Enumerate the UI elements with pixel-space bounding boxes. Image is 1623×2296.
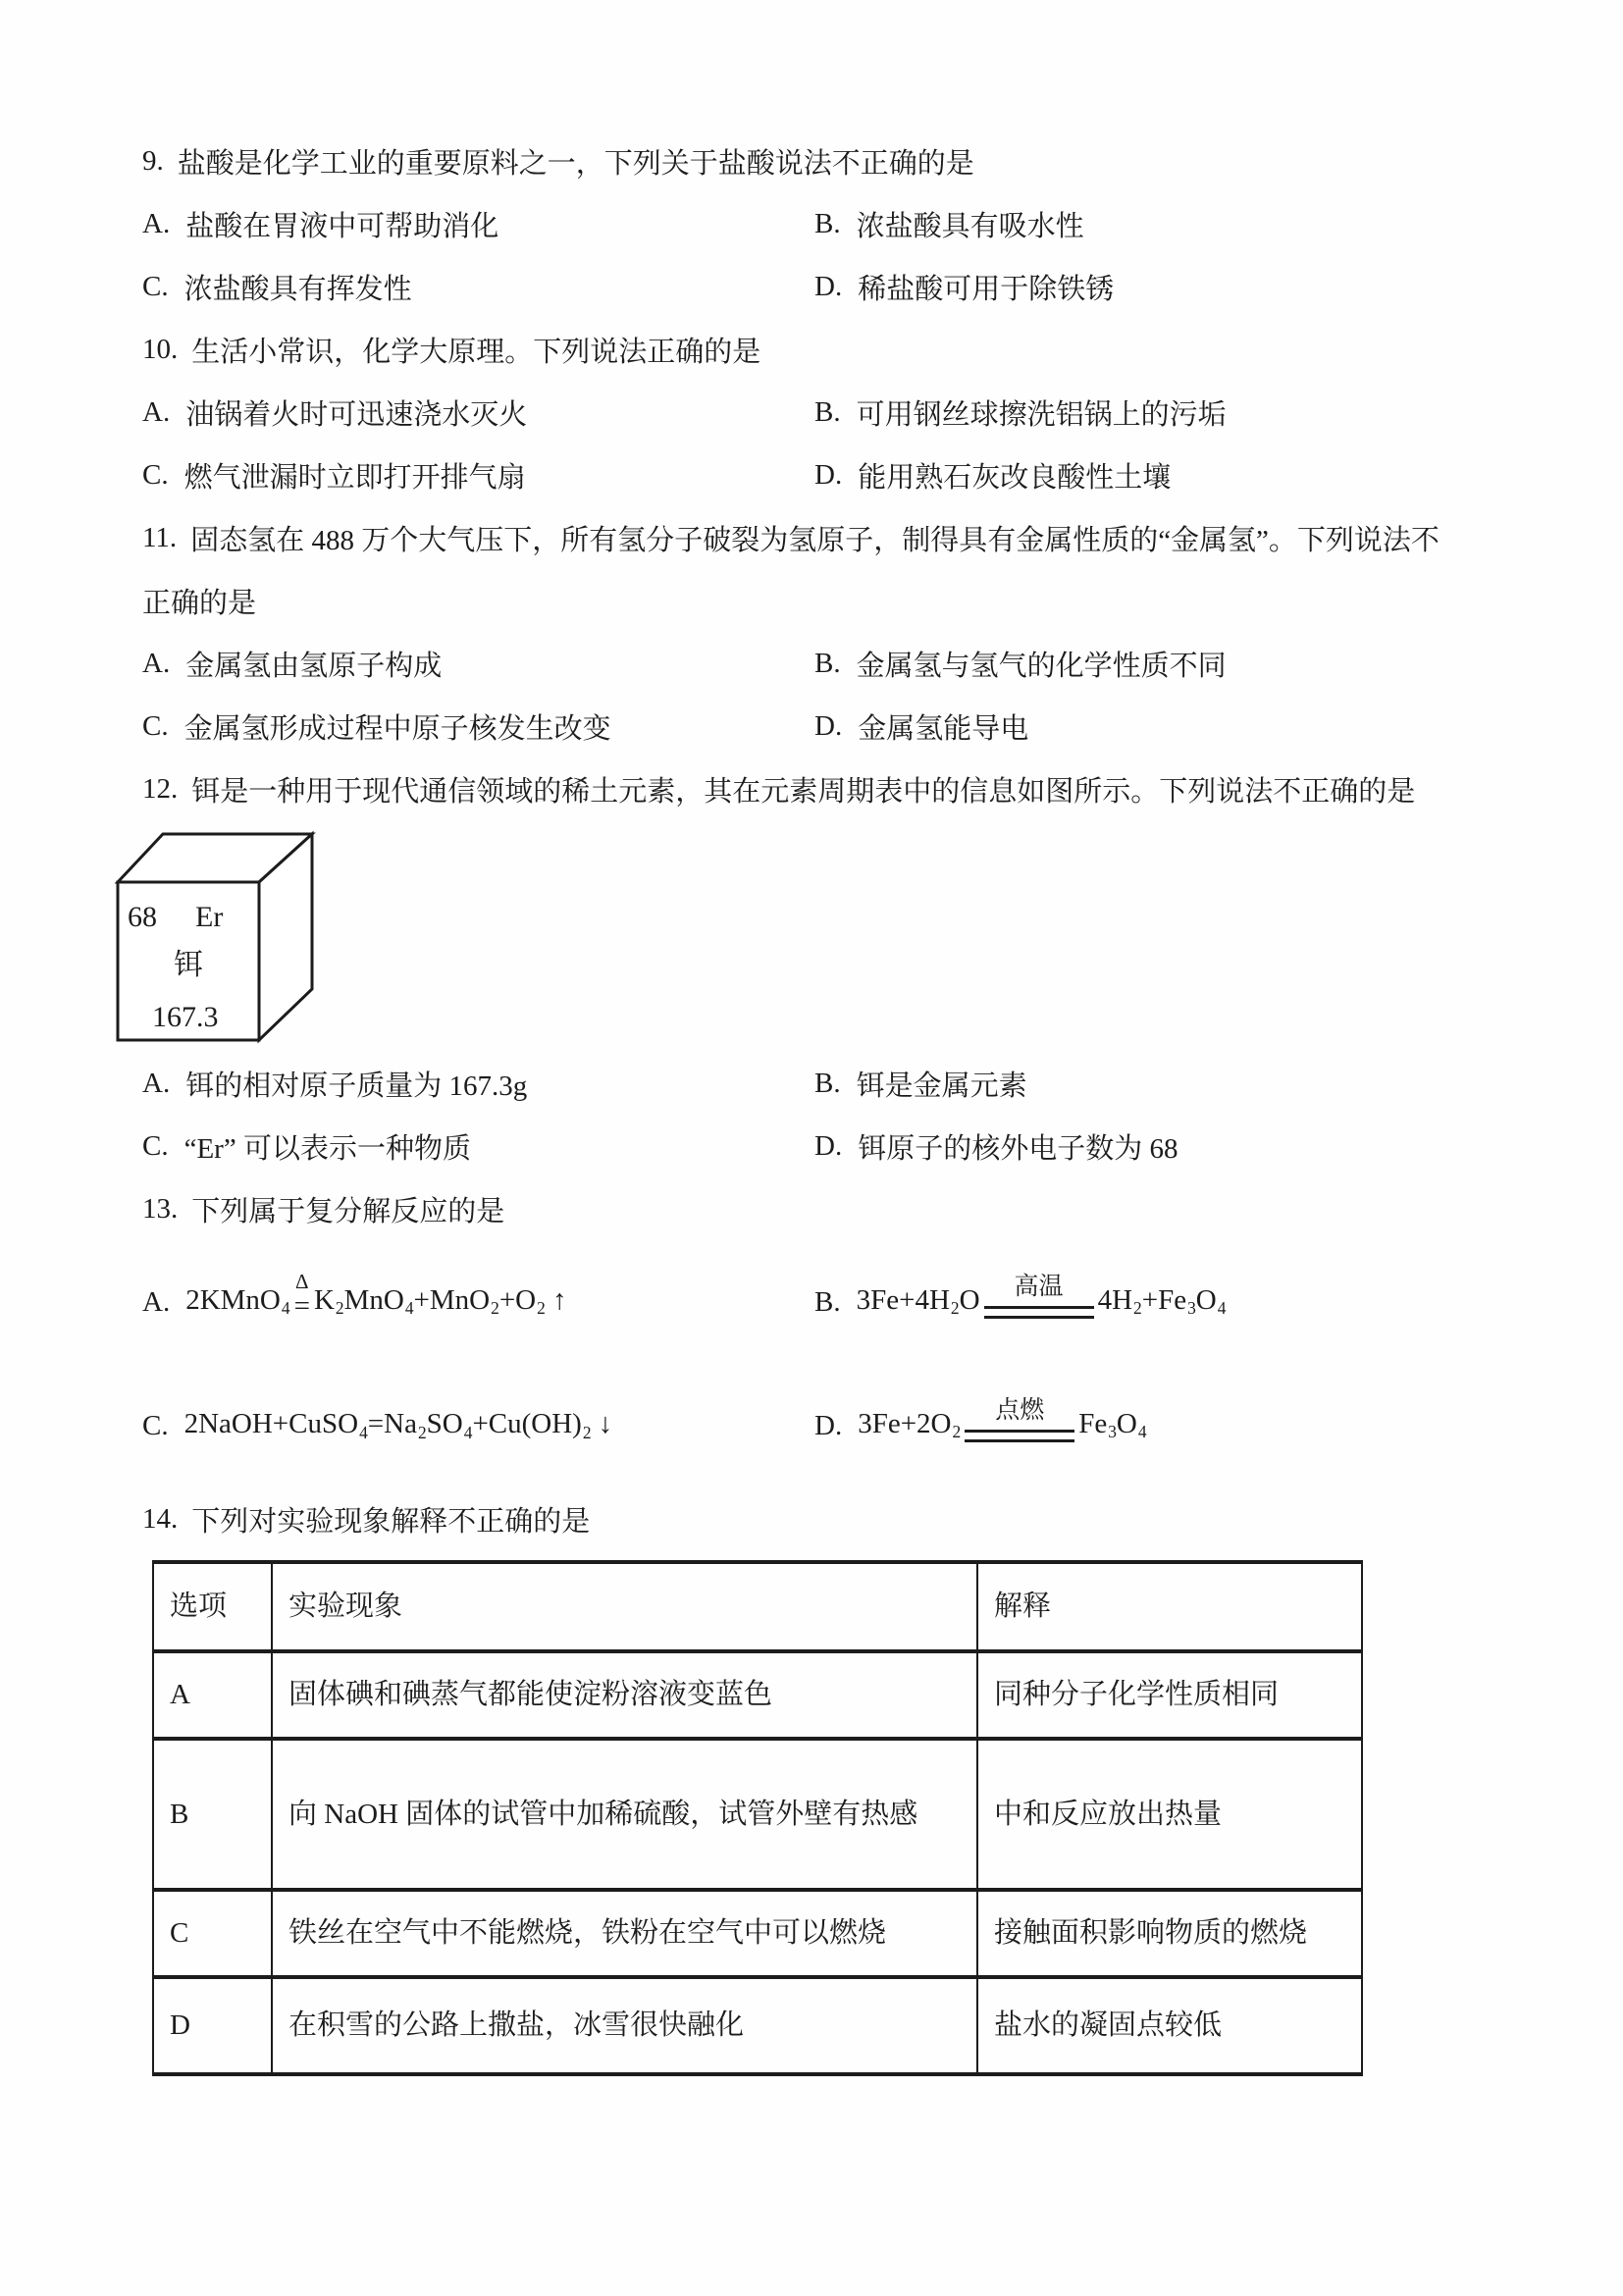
option-letter: D.	[814, 270, 843, 302]
option-letter: D.	[814, 1129, 843, 1162]
question-9-option-c	[142, 267, 814, 307]
table-row	[153, 1651, 1362, 1739]
question-13-equation-c	[142, 1408, 814, 1442]
option-text: 能用熟石灰改良酸性土壤	[858, 461, 1172, 494]
chemical-equation: $2NaOH+CuSO_4=Na_2SO_4+Cu(OH)_2$ ↓	[183, 1408, 613, 1442]
question-12-option-b	[814, 1064, 1027, 1104]
question-12-number: 12.	[142, 772, 179, 805]
question-9-options-row-2	[142, 255, 1526, 318]
table-cell-option: C	[153, 1890, 272, 1977]
reaction-condition: Δ =	[293, 1270, 310, 1322]
question-11-number: 11.	[142, 521, 178, 553]
question-13-number: 13.	[142, 1192, 179, 1225]
question-9-title	[142, 130, 1526, 192]
option-letter: A.	[142, 1285, 171, 1318]
table-header-explanation: 解释	[977, 1562, 1362, 1651]
option-letter: A.	[142, 647, 171, 679]
element-name: 铒	[174, 949, 203, 981]
question-9-option-b	[814, 204, 1084, 244]
question-10-option-a	[142, 392, 814, 433]
table-row	[153, 1977, 1362, 2074]
option-letter: A.	[142, 1067, 171, 1099]
element-periodic-cell-figure	[115, 830, 1526, 1048]
option-text: 油锅着火时可迅速浇水灭火	[185, 398, 528, 431]
option-text: 燃气泄漏时立即打开排气扇	[183, 461, 526, 494]
option-text: 可用钢丝球擦洗铝锅上的污垢	[856, 398, 1227, 431]
option-text: 盐酸在胃液中可帮助消化	[185, 210, 499, 242]
question-13-equations-row-2	[142, 1364, 1526, 1487]
table-cell-phenomenon: 在积雪的公路上撒盐，冰雪很快融化	[272, 1977, 977, 2074]
question-14-number: 14.	[142, 1502, 179, 1535]
question-13-equation-b	[814, 1274, 1227, 1325]
option-text: 金属氢形成过程中原子核发生改变	[183, 712, 611, 745]
table-cell-option: D	[153, 1977, 272, 2074]
table-header-option: 选项	[153, 1562, 272, 1651]
table-row	[153, 1739, 1362, 1890]
table-cell-phenomenon: 向 NaOH 固体的试管中加稀硫酸，试管外壁有热感	[272, 1739, 977, 1890]
question-9-text: 盐酸是化学工业的重要原料之一，下列关于盐酸说法不正确的是	[177, 147, 974, 180]
element-symbol: Er	[195, 901, 224, 933]
chemical-equation: $3Fe+4H_2O$ 高温 $4H_2+Fe_3O_4$	[856, 1274, 1227, 1318]
table-cell-explanation: 中和反应放出热量	[977, 1739, 1362, 1890]
option-letter: B.	[814, 1285, 841, 1318]
option-letter: D.	[814, 709, 843, 742]
table-row	[153, 1890, 1362, 1977]
exam-content	[128, 130, 1526, 2076]
question-12-option-c	[142, 1126, 814, 1167]
option-text: 金属氢能导电	[858, 712, 1029, 745]
option-text: 浓盐酸具有吸水性	[856, 210, 1084, 242]
question-11-option-d	[814, 706, 1028, 747]
question-11-option-c	[142, 706, 814, 747]
table-cell-explanation: 接触面积影响物质的燃烧	[977, 1890, 1362, 1977]
option-letter: B.	[814, 395, 841, 428]
option-letter: D.	[814, 458, 843, 491]
question-11-title-line-2	[142, 569, 1526, 632]
question-11-option-b	[814, 644, 1227, 684]
option-text: 金属氢与氢气的化学性质不同	[856, 650, 1227, 682]
option-letter: B.	[814, 1067, 841, 1099]
question-11-text-line-1: 固态氢在 488 万个大气压下，所有氢分子破裂为氢原子，制得具有金属性质的“金属氢”。下列说法不	[190, 524, 1440, 556]
option-letter: C.	[142, 458, 169, 491]
question-11-option-a	[142, 644, 814, 684]
table-header-row	[153, 1562, 1362, 1651]
option-letter: C.	[142, 1409, 169, 1441]
question-9-option-a	[142, 204, 814, 244]
option-text: 稀盐酸可用于除铁锈	[858, 273, 1115, 305]
table-header-phenomenon: 实验现象	[272, 1562, 977, 1651]
option-text: 铒是金属元素	[856, 1070, 1027, 1102]
option-letter: A.	[142, 207, 171, 239]
question-13-equation-d	[814, 1397, 1147, 1448]
option-text: “Er” 可以表示一种物质	[183, 1132, 471, 1165]
question-10-title	[142, 318, 1526, 381]
option-letter: C.	[142, 709, 169, 742]
question-13-equations-row-1	[142, 1240, 1526, 1364]
option-letter: B.	[814, 207, 841, 239]
option-text: 浓盐酸具有挥发性	[183, 273, 412, 305]
question-12-options-row-1	[142, 1052, 1526, 1115]
option-text: 金属氢由氢原子构成	[185, 650, 443, 682]
question-10-option-b	[814, 392, 1227, 433]
table-cell-option: B	[153, 1739, 272, 1890]
chemical-equation: 2KMnO$_4$ Δ = $K_2MnO_4+MnO_2+O_2$ ↑	[185, 1270, 567, 1322]
experiment-table	[152, 1560, 1363, 2076]
question-11-options-row-1	[142, 632, 1526, 695]
question-11-text-line-2: 正确的是	[142, 587, 257, 619]
option-letter: A.	[142, 395, 171, 428]
option-letter: C.	[142, 270, 169, 302]
option-text: 铒原子的核外电子数为 68	[858, 1132, 1178, 1165]
question-12-options-row-2	[142, 1115, 1526, 1177]
table-cell-phenomenon: 铁丝在空气中不能燃烧，铁粉在空气中可以燃烧	[272, 1890, 977, 1977]
question-10-option-c	[142, 455, 814, 496]
reaction-condition: 点燃	[965, 1397, 1074, 1442]
question-12-title	[142, 757, 1526, 820]
option-letter: D.	[814, 1409, 843, 1441]
atomic-number: 68	[128, 901, 157, 933]
chemical-equation: $3Fe+2O_2$ 点燃 $Fe_3O_4$	[858, 1397, 1147, 1441]
question-10-option-d	[814, 455, 1171, 496]
question-12-text: 铒是一种用于现代通信领域的稀土元素，其在元素周期表中的信息如图所示。下列说法不正确的是	[191, 775, 1416, 808]
question-13-text: 下列属于复分解反应的是	[191, 1195, 505, 1227]
question-11-options-row-2	[142, 695, 1526, 757]
question-14-title	[142, 1487, 1526, 1550]
option-text: 铒的相对原子质量为 167.3g	[185, 1070, 528, 1102]
question-14-text: 下列对实验现象解释不正确的是	[191, 1505, 591, 1538]
question-9-options-row-1	[142, 192, 1526, 255]
reaction-condition: 高温	[984, 1274, 1094, 1319]
table-cell-option: A	[153, 1651, 272, 1739]
table-cell-explanation: 盐水的凝固点较低	[977, 1977, 1362, 2074]
atomic-mass: 167.3	[152, 1001, 219, 1033]
question-9-number: 9.	[142, 144, 164, 177]
question-12-option-a	[142, 1064, 814, 1104]
question-10-text: 生活小常识，化学大原理。下列说法正确的是	[191, 336, 761, 368]
option-letter: C.	[142, 1129, 169, 1162]
option-letter: B.	[814, 647, 841, 679]
question-9-option-d	[814, 267, 1114, 307]
table-cell-phenomenon: 固体碘和碘蒸气都能使淀粉溶液变蓝色	[272, 1651, 977, 1739]
question-11-title-line-1	[142, 506, 1526, 569]
table-cell-explanation: 同种分子化学性质相同	[977, 1651, 1362, 1739]
element-cube-drawing	[115, 830, 317, 1044]
question-10-options-row-2	[142, 444, 1526, 506]
question-13-title	[142, 1177, 1526, 1240]
question-10-options-row-1	[142, 381, 1526, 444]
question-12-option-d	[814, 1126, 1178, 1167]
question-13-equation-a	[142, 1270, 814, 1327]
question-10-number: 10.	[142, 333, 179, 365]
